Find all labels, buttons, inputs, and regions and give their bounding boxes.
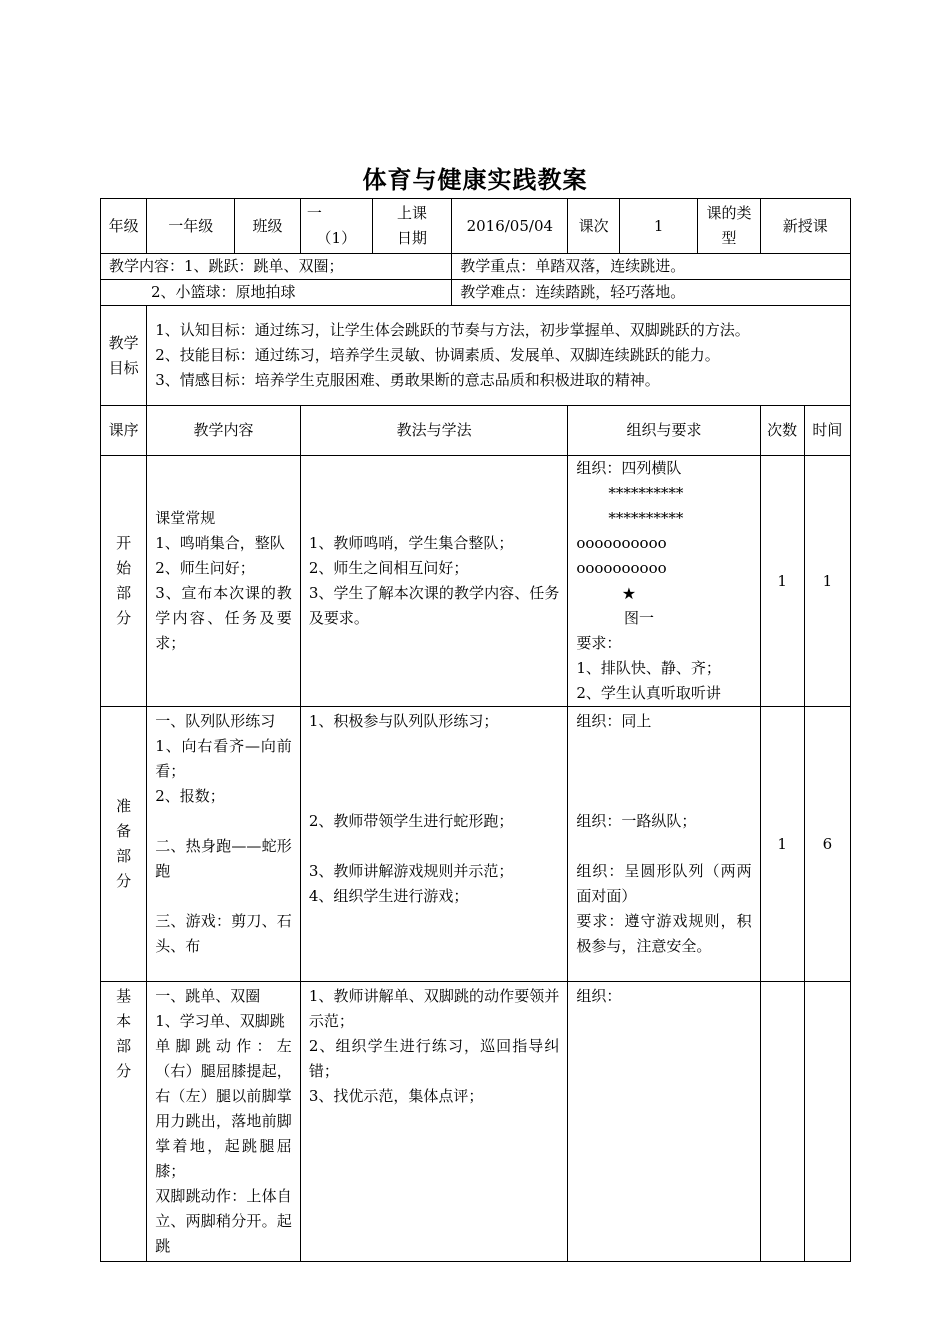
section-org (568, 707, 760, 982)
content-line: 3、宣布本次课的教学内容、任务及要求； (155, 584, 292, 652)
content-line: 2、师生问好； (155, 559, 255, 577)
org-line: 组织：同上 (576, 712, 652, 730)
formation-row: ********** (608, 484, 684, 502)
formation-row: oooooooooo (576, 534, 667, 552)
section-duration: 1 (804, 456, 850, 707)
section-start (101, 456, 851, 707)
section-content (147, 982, 301, 1262)
content-line: 单脚跳动作：左（右）腿屈膝提起，右（左）腿以前脚掌用力跳出，落地前脚掌着地，起跳腿屈膝； (155, 1037, 292, 1180)
org-heading: 组织：四列横队 (576, 459, 682, 477)
section-times (760, 982, 804, 1262)
content-line: 2、报数； (155, 787, 225, 805)
content-row-2 (101, 280, 851, 306)
col-times: 次数 (760, 406, 804, 456)
lesson-type-value: 新授课 (760, 199, 850, 254)
content-line2: 2、小篮球：原地拍球 (101, 280, 452, 306)
content-line1: 教学内容：1、跳跃：跳单、双圈； (101, 254, 452, 280)
content-line: 课堂常规 (155, 509, 216, 527)
org-line: 组织：呈圆形队列（两两面对面） (576, 862, 752, 905)
date-value: 2016/05/04 (452, 199, 568, 254)
section-method (300, 456, 568, 707)
lesson-no-label: 课次 (568, 199, 620, 254)
grade-label: 年级 (101, 199, 147, 254)
objective-item: 2、技能目标：通过练习，培养学生灵敏、协调素质、发展单、双脚连续跳跃的能力。 (155, 346, 720, 364)
class-value-line2: （1） (316, 229, 357, 247)
method-line: 1、教师讲解单、双脚跳的动作要领并示范； (308, 987, 560, 1030)
col-org: 组织与要求 (568, 406, 760, 456)
objective-item: 1、认知目标：通过练习，让学生体会跳跃的节奏与方法，初步掌握单、双脚跳跃的方法。 (155, 321, 750, 339)
content-line: 1、学习单、双脚跳 (155, 1012, 285, 1030)
figure-caption: 图一 (623, 609, 654, 627)
method-line: 3、教师讲解游戏规则并示范； (308, 862, 514, 880)
objectives-label: 教学目标 (101, 306, 147, 406)
grade-value: 一年级 (147, 199, 235, 254)
class-value (300, 199, 372, 254)
content-line: 1、鸣哨集合，整队 (155, 534, 285, 552)
content-row-1 (101, 254, 851, 280)
section-times: 1 (760, 456, 804, 707)
objectives-row (101, 306, 851, 406)
objective-item: 3、情感目标：培养学生克服困难、勇敢果断的意志品质和积极进取的精神。 (155, 371, 660, 389)
content-line: 三、游戏：剪刀、石头、布 (155, 912, 292, 955)
section-prep (101, 707, 851, 982)
requirement-label: 要求： (576, 634, 622, 652)
method-line: 1、积极参与队列队形练习； (308, 712, 499, 730)
class-label: 班级 (235, 199, 301, 254)
page-title: 体育与健康实践教案 (362, 165, 588, 194)
lesson-type-label: 课的类型 (698, 199, 760, 254)
requirement-line: 要求：遵守游戏规则，积极参与，注意安全。 (576, 912, 752, 955)
difficulty: 教学难点：连续踏跳，轻巧落地。 (452, 280, 851, 306)
date-label: 上课日期 (372, 199, 452, 254)
method-line: 4、组织学生进行游戏； (308, 887, 469, 905)
method-line: 3、找优示范，集体点评； (308, 1087, 484, 1105)
section-duration (804, 982, 850, 1262)
col-duration: 时间 (804, 406, 850, 456)
col-method: 教法与学法 (300, 406, 568, 456)
formation-row: ********** (608, 509, 684, 527)
section-method (300, 707, 568, 982)
section-content (147, 707, 301, 982)
section-duration: 6 (804, 707, 850, 982)
requirement-line: 1、排队快、静、齐； (576, 659, 721, 677)
section-content (147, 456, 301, 707)
section-label: 开始部分 (101, 456, 147, 707)
col-order: 课序 (101, 406, 147, 456)
method-line: 2、组织学生进行练习，巡回指导纠错； (308, 1037, 560, 1080)
lesson-no-value: 1 (619, 199, 697, 254)
section-label: 准备部分 (101, 707, 147, 982)
col-content: 教学内容 (147, 406, 301, 456)
method-line: 2、教师带领学生进行蛇形跑； (308, 812, 514, 830)
method-line: 1、教师鸣哨，学生集合整队； (308, 534, 514, 552)
content-line: 一、队列队形练习 (155, 712, 276, 730)
formation-row: oooooooooo (576, 559, 667, 577)
org-line: 组织： (576, 987, 622, 1005)
section-method (300, 982, 568, 1262)
column-header-row (101, 406, 851, 456)
content-line: 双脚跳动作：上体自立、两脚稍分开。起跳 (155, 1187, 292, 1255)
section-times: 1 (760, 707, 804, 982)
requirement-line: 2、学生认真听取听讲 (576, 684, 721, 702)
method-line: 2、师生之间相互问好； (308, 559, 469, 577)
lesson-plan-table (100, 198, 851, 1262)
section-basic (101, 982, 851, 1262)
header-row (101, 199, 851, 254)
objectives-list (147, 306, 851, 406)
method-line: 3、学生了解本次课的教学内容、任务及要求。 (308, 584, 560, 627)
section-label: 基本部分 (101, 982, 147, 1262)
content-line: 一、跳单、双圈 (155, 987, 261, 1005)
org-line: 组织：一路纵队； (576, 812, 697, 830)
section-org (568, 982, 760, 1262)
section-org (568, 456, 760, 707)
teacher-star-icon: ★ (621, 584, 637, 603)
key-point: 教学重点：单踏双落，连续跳进。 (452, 254, 851, 280)
content-line: 二、热身跑——蛇形跑 (155, 837, 292, 880)
content-line: 1、向右看齐—向前看； (155, 737, 292, 780)
class-value-line1: 一 (306, 204, 322, 222)
